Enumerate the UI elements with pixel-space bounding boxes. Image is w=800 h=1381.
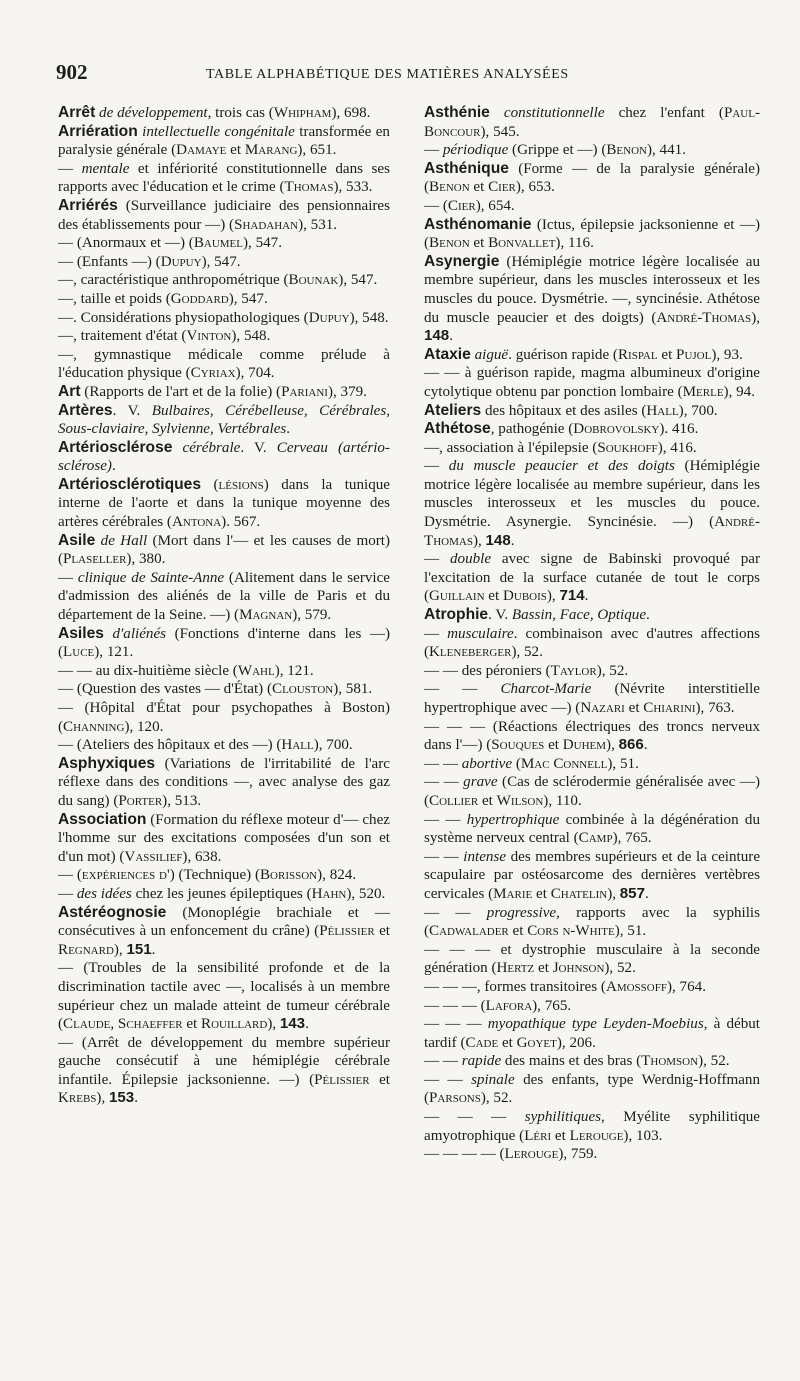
index-entry: —, taille et poids (Goddard), 547. bbox=[58, 290, 268, 307]
index-entry: — — —, formes transitoires (Amossoff), 764. bbox=[424, 978, 706, 995]
index-entry: — — spinale des enfants, type Werdnig-Hoffmann (Parsons), 52. bbox=[424, 1071, 760, 1107]
running-title: TABLE ALPHABÉTIQUE DES MATIÈRES ANALYSÉES bbox=[206, 67, 569, 82]
index-entry: —, traitement d'état (Vinton), 548. bbox=[58, 328, 271, 345]
index-entry: Atrophie. V. Bassin, Face, Optique. bbox=[424, 606, 650, 624]
index-entry: — — grave (Cas de sclérodermie généralisée avec —) (Collier et Wilson), 110. bbox=[424, 774, 760, 809]
index-entry: — — — et dystrophie musculaire à la seconde génération (Hertz et Johnson), 52. bbox=[424, 941, 760, 977]
index-entry: —, association à l'épilepsie (Soukhoff), 416. bbox=[424, 439, 697, 456]
index-entry: — musculaire. combinaison avec d'autres affections (Kleneberger), 52. bbox=[424, 625, 760, 661]
index-entry: — (Troubles de la sensibilité profonde et de la discrimination tactile avec —, localisés à un membre supérieur chez un malade atteint de tumeur cérébrale (Claude, Schaeffer et Rouillard), 143. bbox=[58, 960, 390, 1033]
index-entry: Asphyxiques (Variations de l'irritabilité de l'arc réflexe dans des conditions —, avec analyse des gaz du sang) (Porter), 513. bbox=[58, 754, 390, 809]
index-entry: — — au dix-huitième siècle (Wahl), 121. bbox=[58, 662, 314, 679]
index-entry: Arrêt de développement, trois cas (Whipham), 698. bbox=[58, 104, 371, 121]
index-entry: — clinique de Sainte-Anne (Alitement dans le service d'admission des aliénés de la ville de Paris et du département de la Seine. —) (Magnan), 579. bbox=[58, 569, 390, 624]
index-entry: —, caractéristique anthropométrique (Bounak), 547. bbox=[58, 272, 378, 289]
index-entry: Asiles d'aliénés (Fonctions d'interne dans les —) (Luce), 121. bbox=[58, 624, 390, 661]
index-entry: — — à guérison rapide, magma albumineux d'origine cytolytique obtenu par ponction lombaire (Merle), 94. bbox=[424, 365, 760, 400]
index-entry: — (Enfants —) (Dupuy), 547. bbox=[58, 253, 241, 270]
index-entry: — — — — (Lerouge), 759. bbox=[424, 1146, 598, 1163]
index-entry: — (Hôpital d'État pour psychopathes à Boston) (Channing), 120. bbox=[58, 700, 390, 735]
index-entry: — mentale et infériorité constitutionnelle dans ses rapports avec l'éducation et le crime (Thomas), 533. bbox=[58, 160, 390, 196]
page-number: 902 bbox=[56, 60, 88, 84]
index-entry: — — — myopathique type Leyden-Moebius, à début tardif (Cade et Goyet), 206. bbox=[424, 1016, 760, 1051]
index-entry: —. Considérations physiopathologiques (Dupuy), 548. bbox=[58, 309, 389, 326]
index-entry: — — rapide des mains et des bras (Thomson), 52. bbox=[424, 1053, 730, 1070]
index-entry: — (Cier), 654. bbox=[424, 197, 515, 214]
index-entry: — — — (Réactions électriques des troncs nerveux dans l'—) (Souques et Duhem), 866. bbox=[424, 718, 760, 754]
index-entry: — (Anormaux et —) (Baumel), 547. bbox=[58, 235, 282, 252]
index-entry: Art (Rapports de l'art et de la folie) (Pariani), 379. bbox=[58, 382, 367, 400]
page-header bbox=[56, 60, 766, 90]
index-entry: — (Question des vastes — d'État) (Clouston), 581. bbox=[58, 681, 373, 698]
index-entry: — périodique (Grippe et —) (Benon), 441. bbox=[424, 142, 686, 159]
index-entry: Astéréognosie (Monoplégie brachiale et — consécutives à un enfoncement du crâne) (Pélissier et Regnard), 151. bbox=[58, 903, 390, 958]
index-entry: Artères. V. Bulbaires, Cérébelleuse, Cérébrales, Sous-claviaire, Sylvienne, Vertébrales. bbox=[58, 401, 391, 438]
index-entry: — (Arrêt de développement du membre supérieur gauche consécutif à une hémiplégie cérébrale infantile. Épilepsie jacksonienne. —) (Pélissier et Krebs), 153. bbox=[58, 1034, 390, 1107]
index-entry: — — intense des membres supérieurs et de la ceinture scapulaire par ostéosarcome des dernières vertèbres cervicales (Marie et Chatelin), 857. bbox=[424, 848, 761, 902]
index-entry: Asile de Hall (Mort dans l'— et les causes de mort) (Plaseller), 380. bbox=[58, 531, 390, 568]
index-entry: — — progressive, rapports avec la syphilis (Cadwalader et Cors n-White), 51. bbox=[424, 904, 761, 940]
right-column bbox=[424, 104, 760, 1164]
index-entry: Ataxie aiguë. guérison rapide (Rispal et Pujol), 93. bbox=[424, 345, 743, 363]
index-entry: Arriérés (Surveillance judiciaire des pensionnaires des établissements pour —) (Shadahan), 531. bbox=[58, 196, 390, 233]
index-entry: Asthénie constitutionnelle chez l'enfant (Paul-Boncour), 545. bbox=[424, 104, 760, 140]
index-entry: — — des péroniers (Taylor), 52. bbox=[424, 662, 629, 679]
index-entry: —, gymnastique médicale comme prélude à l'éducation physique (Cyriax), 704. bbox=[58, 346, 390, 382]
index-entry: — double avec signe de Babinski provoqué par l'excitation de la surface cutanée de tout le corps (Guillain et Dubois), 714. bbox=[424, 551, 760, 605]
index-entry: Arriération intellectuelle congénitale transformée en paralysie générale (Damaye et Marang), 651. bbox=[58, 122, 390, 159]
index-entry: Ateliers des hôpitaux et des asiles (Hall), 700. bbox=[424, 401, 718, 419]
index-entry: — des idées chez les jeunes épileptiques (Hahn), 520. bbox=[58, 885, 386, 902]
index-entry: — — hypertrophique combinée à la dégénération du système nerveux central (Camp), 765. bbox=[424, 811, 761, 847]
index-entry: Artériosclérotiques (lésions) dans la tunique interne de l'aorte et dans la tunique moyenne des artères cérébrales (Antona). 567. bbox=[58, 475, 390, 531]
index-entry: — du muscle peaucier et des doigts (Hémiplégie motrice légère localisée au membre supérieur, dans les muscles interosseux et les muscles du pouce. Dysmétrie. Asynergie. Syncinésie. —) (André-Thomas), 148. bbox=[424, 458, 760, 549]
index-entry: — (Ateliers des hôpitaux et des —) (Hall), 700. bbox=[58, 737, 353, 754]
index-entry: — — abortive (Mac Connell), 51. bbox=[424, 755, 639, 772]
index-entry: Asynergie (Hémiplégie motrice légère localisée au membre supérieur, dans les muscles interosseux et les muscles du pouce. Dysmétrie. —, syncinésie. Athétose du muscle peaucier et des doigts) (André-Thomas), 148. bbox=[424, 252, 760, 345]
index-entry: — — — syphilitiques, Myélite syphilitique amyotrophique (Léri et Lerouge), 103. bbox=[424, 1109, 761, 1144]
index-entry: — — Charcot-Marie (Névrite interstitielle hypertrophique avec —) (Nazari et Chiarini), 763. bbox=[424, 681, 760, 716]
index-entry: Asthénomanie (Ictus, épilepsie jacksonienne et —) (Benon et Bonvallet), 116. bbox=[424, 215, 760, 252]
index-entry: Athétose, pathogénie (Dobrovolsky). 416. bbox=[424, 420, 699, 438]
index-entry: Association (Formation du réflexe moteur d'— chez l'homme sur des excitations composées d'un son et d'un mot) (Vassilief), 638. bbox=[58, 810, 390, 865]
index-entry: — — — (Lafora), 765. bbox=[424, 997, 572, 1014]
left-column bbox=[58, 104, 390, 1108]
index-entry: — (expériences d') (Technique) (Borisson), 824. bbox=[58, 867, 357, 884]
index-entry: Artériosclérose cérébrale. V. Cerveau (artério-sclérose). bbox=[58, 438, 390, 475]
index-entry: Asthénique (Forme — de la paralysie générale) (Benon et Cier), 653. bbox=[424, 159, 760, 196]
